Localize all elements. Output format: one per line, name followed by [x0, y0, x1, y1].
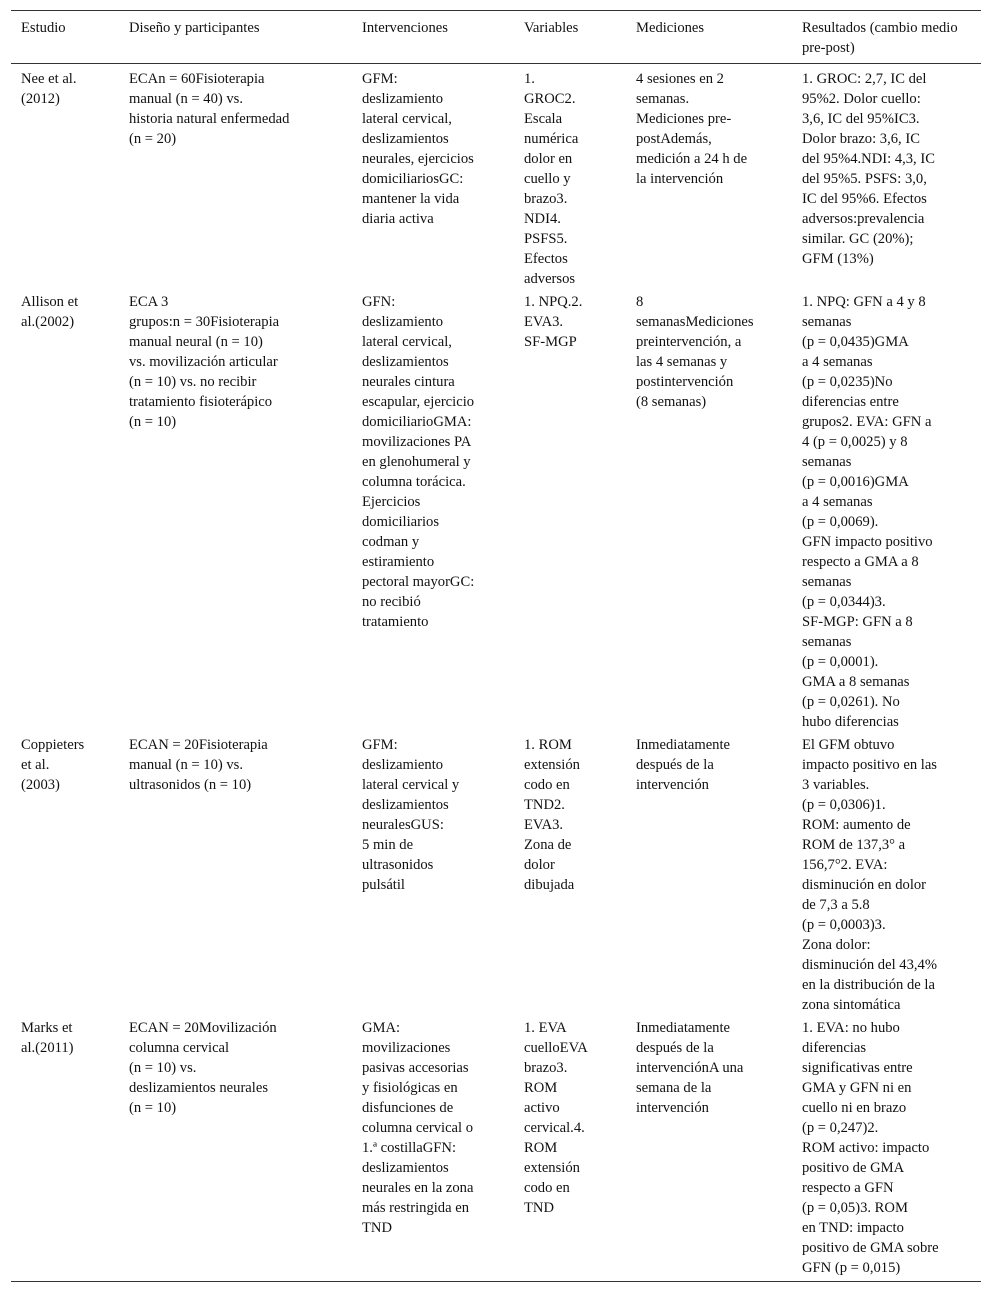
cell-resultados: 1. GROC: 2,7, IC del 95%2. Dolor cuello: 3,6, IC del 95%IC3. Dolor brazo: 3,6, IC del 95%4.NDI: 4,3, IC del 95%5. PSFS: 3,0, IC del 95%6. Efectos adversos:prevalencia similar. GC (20%); GFM (13%) [802, 71, 935, 267]
cell-diseno: ECAN = 20Movilización columna cervical (n = 10) vs. deslizamientos neurales (n = 10) [119, 1015, 352, 1282]
table-row [11, 64, 981, 290]
table-row [11, 732, 981, 1015]
cell-variables: 1. NPQ.2. EVA3. SF-MGP [524, 294, 583, 350]
cell-intervenciones: GMA: movilizaciones pasivas accesorias y fisiológicas en disfunciones de columna cervical o 1.ª costillaGFN: deslizamientos neurales en la zona más restringida en TND [352, 1015, 514, 1282]
study-table-container [11, 10, 981, 1282]
header-resultados: Resultados (cambio medio pre-post) [792, 11, 981, 64]
cell-mediciones: Inmediatamente después de la intervención [636, 737, 731, 793]
table-row [11, 1015, 981, 1282]
cell-mediciones: Inmediatamente después de la intervenciónA una semana de la intervención [626, 1015, 792, 1282]
header-estudio: Estudio [11, 11, 119, 64]
cell-diseno: ECA 3 grupos:n = 30Fisioterapia manual neural (n = 10) vs. movilización articular (n = 10) vs. no recibir tratamiento fisioterápico (n = 10) [129, 294, 280, 430]
header-intervenciones: Intervenciones [352, 11, 514, 64]
cell-variables: 1. ROM extensión codo en TND2. EVA3. Zona de dolor dibujada [524, 737, 580, 893]
header-variables: Variables [514, 11, 626, 64]
cell-diseno: ECAN = 20Fisioterapia manual (n = 10) vs. ultrasonidos (n = 10) [129, 737, 268, 793]
table-header [11, 11, 981, 64]
header-row [11, 11, 981, 64]
cell-intervenciones: GFM: deslizamiento lateral cervical, deslizamientos neurales, ejercicios domiciliariosGC: mantener la vida diaria activa [362, 71, 474, 227]
study-table [11, 10, 981, 1282]
cell-estudio: Nee et al. (2012) [21, 71, 77, 107]
cell-variables: 1. EVA cuelloEVA brazo3. ROM activo cervical.4. ROM extensión codo en TND [514, 1015, 626, 1282]
cell-mediciones: 4 sesiones en 2 semanas. Mediciones pre- postAdemás, medición a 24 h de la intervención [636, 71, 748, 187]
cell-resultados: 1. NPQ: GFN a 4 y 8 semanas (p = 0,0435)GMA a 4 semanas (p = 0,0235)No diferencias entre grupos2. EVA: GFN a 4 (p = 0,0025) y 8 semanas (p = 0,0016)GMA a 4 semanas (p = 0,0069). GFN impacto positivo respecto a GMA a 8 semanas (p = 0,0344)3. SF-MGP: GFN a 8 semanas (p = 0,0001). GMA a 8 semanas (p = 0,0261). No hubo diferencias [802, 294, 933, 730]
cell-variables: 1. GROC2. Escala numérica dolor en cuello y brazo3. NDI4. PSFS5. Efectos adversos [524, 71, 579, 287]
cell-resultados: 1. EVA: no hubo diferencias significativas entre GMA y GFN ni en cuello ni en brazo (p = 0,247)2. ROM activo: impacto positivo de GMA respecto a GFN (p = 0,05)3. ROM en TND: impacto positivo de GMA sobre GFN (p = 0,015) [792, 1015, 981, 1282]
table-body [11, 64, 981, 1282]
cell-mediciones: 8 semanasMediciones preintervención, a las 4 semanas y postintervención (8 semanas) [636, 294, 754, 410]
table-row [11, 289, 981, 732]
cell-resultados: El GFM obtuvo impacto positivo en las 3 variables. (p = 0,0306)1. ROM: aumento de ROM de 137,3° a 156,7°2. EVA: disminución en dolor de 7,3 a 5.8 (p = 0,0003)3. Zona dolor: disminución del 43,4% en la distribución de la zona sintomática [802, 737, 937, 1013]
cell-estudio: Coppieters et al. (2003) [21, 737, 85, 793]
header-diseno: Diseño y participantes [119, 11, 352, 64]
cell-diseno: ECAn = 60Fisioterapia manual (n = 40) vs. historia natural enfermedad (n = 20) [129, 71, 290, 147]
cell-intervenciones: GFM: deslizamiento lateral cervical y deslizamientos neuralesGUS: 5 min de ultrasonidos pulsátil [362, 737, 460, 893]
cell-estudio: Allison et al.(2002) [21, 294, 79, 330]
cell-intervenciones: GFN: deslizamiento lateral cervical, deslizamientos neurales cintura escapular, ejercicio domiciliarioGMA: movilizaciones PA en glenohumeral y columna torácica. Ejercicios domiciliarios codman y estiramiento pectoral mayorGC: no recibió tratamiento [362, 294, 475, 630]
header-mediciones: Mediciones [626, 11, 792, 64]
cell-estudio: Marks et al.(2011) [11, 1015, 119, 1282]
